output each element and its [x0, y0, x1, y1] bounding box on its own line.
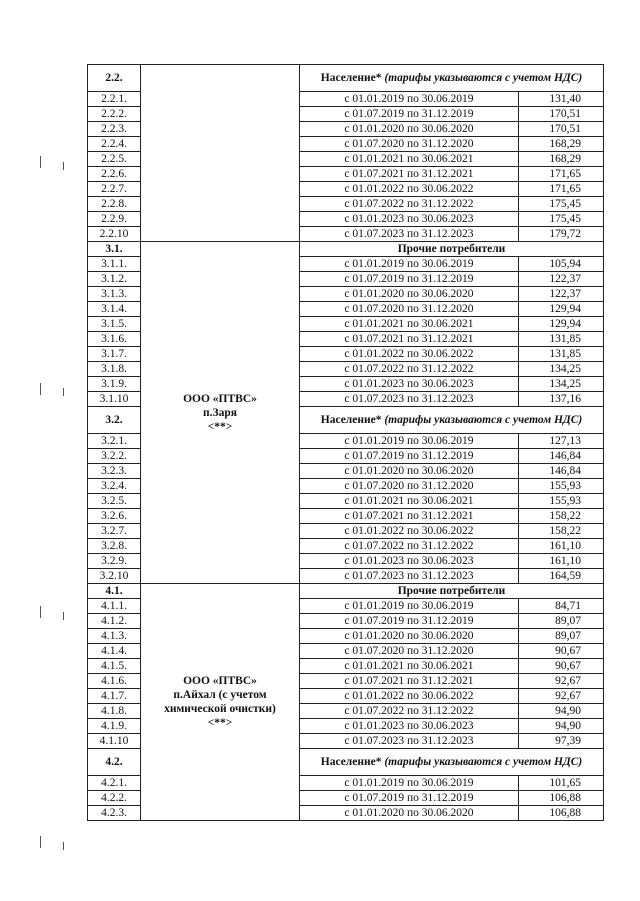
- row-code: 3.2.5.: [88, 494, 141, 509]
- row-tariff-value: 101,65: [519, 776, 604, 791]
- section-code: 3.2.: [88, 407, 141, 434]
- row-period: с 01.01.2021 по 30.06.2021: [300, 152, 519, 167]
- row-tariff-value: 94,90: [519, 719, 604, 734]
- row-tariff-value: 161,10: [519, 539, 604, 554]
- row-tariff-value: 146,84: [519, 449, 604, 464]
- row-code: 2.2.7.: [88, 182, 141, 197]
- row-code: 2.2.2.: [88, 107, 141, 122]
- row-code: 4.1.1.: [88, 599, 141, 614]
- row-tariff-value: 106,88: [519, 791, 604, 806]
- organization-name: ООО «ПТВС»: [183, 675, 257, 687]
- margin-mark-1: [40, 156, 41, 168]
- row-tariff-value: 155,93: [519, 494, 604, 509]
- row-code: 2.2.1.: [88, 92, 141, 107]
- row-period: с 01.07.2022 по 31.12.2022: [300, 704, 519, 719]
- row-period: с 01.07.2021 по 31.12.2021: [300, 509, 519, 524]
- category-note: (тарифы указываются с учетом НДС): [384, 413, 583, 426]
- row-tariff-value: 92,67: [519, 674, 604, 689]
- row-code: 3.2.6.: [88, 509, 141, 524]
- row-code: 3.2.10: [88, 569, 141, 584]
- row-tariff-value: 134,25: [519, 362, 604, 377]
- row-tariff-value: 105,94: [519, 257, 604, 272]
- row-code: 4.1.7.: [88, 689, 141, 704]
- row-tariff-value: 131,85: [519, 347, 604, 362]
- row-tariff-value: 129,94: [519, 317, 604, 332]
- row-tariff-value: 122,37: [519, 287, 604, 302]
- row-code: 2.2.9.: [88, 212, 141, 227]
- margin-mark-8: [63, 842, 64, 850]
- row-period: с 01.01.2020 по 30.06.2020: [300, 122, 519, 137]
- row-period: с 01.07.2019 по 31.12.2019: [300, 791, 519, 806]
- row-period: с 01.07.2022 по 31.12.2022: [300, 197, 519, 212]
- tariff-table-body: [88, 65, 604, 821]
- row-tariff-value: 168,29: [519, 152, 604, 167]
- row-code: 2.2.10: [88, 227, 141, 242]
- row-period: с 01.01.2022 по 30.06.2022: [300, 524, 519, 539]
- category-name: Население*: [320, 755, 382, 768]
- row-tariff-value: 161,10: [519, 554, 604, 569]
- row-code: 3.1.2.: [88, 272, 141, 287]
- row-tariff-value: 158,22: [519, 509, 604, 524]
- row-tariff-value: 171,65: [519, 182, 604, 197]
- row-tariff-value: 155,93: [519, 479, 604, 494]
- section-code: 4.1.: [88, 584, 141, 599]
- row-period: с 01.07.2021 по 31.12.2021: [300, 674, 519, 689]
- row-code: 4.1.4.: [88, 644, 141, 659]
- row-period: с 01.01.2021 по 30.06.2021: [300, 494, 519, 509]
- category-name: Население*: [320, 71, 382, 84]
- consumer-category-title: [300, 749, 604, 776]
- category-name: Прочие потребители: [397, 584, 506, 597]
- organization-cell: [141, 65, 300, 242]
- row-period: с 01.01.2023 по 30.06.2023: [300, 719, 519, 734]
- row-tariff-value: 122,37: [519, 272, 604, 287]
- row-code: 3.1.1.: [88, 257, 141, 272]
- row-code: 3.2.9.: [88, 554, 141, 569]
- row-tariff-value: 175,45: [519, 197, 604, 212]
- row-code: 3.2.7.: [88, 524, 141, 539]
- row-tariff-value: 175,45: [519, 212, 604, 227]
- row-code: 4.1.8.: [88, 704, 141, 719]
- row-code: 3.1.6.: [88, 332, 141, 347]
- organization-detail: <**>: [207, 717, 233, 729]
- row-period: с 01.01.2022 по 30.06.2022: [300, 182, 519, 197]
- row-period: с 01.07.2019 по 31.12.2019: [300, 614, 519, 629]
- margin-mark-4: [63, 388, 64, 396]
- row-period: с 01.07.2019 по 31.12.2019: [300, 272, 519, 287]
- row-period: с 01.01.2019 по 30.06.2019: [300, 599, 519, 614]
- row-period: с 01.01.2022 по 30.06.2022: [300, 689, 519, 704]
- row-code: 3.1.4.: [88, 302, 141, 317]
- margin-mark-3: [40, 383, 41, 395]
- row-code: 2.2.3.: [88, 122, 141, 137]
- row-code: 2.2.8.: [88, 197, 141, 212]
- section-code: 4.2.: [88, 749, 141, 776]
- row-period: с 01.07.2023 по 31.12.2023: [300, 392, 519, 407]
- row-code: 3.1.10: [88, 392, 141, 407]
- row-code: 4.2.2.: [88, 791, 141, 806]
- row-tariff-value: 106,88: [519, 806, 604, 821]
- row-code: 2.2.6.: [88, 167, 141, 182]
- organization-detail: <**>: [207, 420, 233, 433]
- organization-cell: [141, 584, 300, 821]
- row-code: 4.2.1.: [88, 776, 141, 791]
- row-code: 3.2.1.: [88, 434, 141, 449]
- organization-cell: [141, 242, 300, 584]
- organization-detail: п.Заря: [203, 406, 237, 419]
- row-tariff-value: 164,59: [519, 569, 604, 584]
- category-note: (тарифы указываются с учетом НДС): [384, 71, 583, 84]
- margin-mark-5: [40, 606, 41, 618]
- row-tariff-value: 92,67: [519, 689, 604, 704]
- row-period: с 01.01.2021 по 30.06.2021: [300, 317, 519, 332]
- row-code: 3.2.3.: [88, 464, 141, 479]
- organization-detail: химической очистки): [164, 703, 276, 715]
- row-tariff-value: 179,72: [519, 227, 604, 242]
- row-code: 3.1.9.: [88, 377, 141, 392]
- row-code: 4.1.10: [88, 734, 141, 749]
- row-period: с 01.01.2020 по 30.06.2020: [300, 629, 519, 644]
- row-period: с 01.07.2020 по 31.12.2020: [300, 137, 519, 152]
- row-tariff-value: 131,40: [519, 92, 604, 107]
- row-period: с 01.07.2023 по 31.12.2023: [300, 569, 519, 584]
- section-header-row: [88, 242, 604, 257]
- row-period: с 01.07.2021 по 31.12.2021: [300, 167, 519, 182]
- margin-mark-6: [63, 612, 64, 620]
- row-code: 3.1.8.: [88, 362, 141, 377]
- row-tariff-value: 146,84: [519, 464, 604, 479]
- row-code: 3.1.5.: [88, 317, 141, 332]
- row-tariff-value: 90,67: [519, 644, 604, 659]
- row-code: 3.2.8.: [88, 539, 141, 554]
- row-period: с 01.07.2022 по 31.12.2022: [300, 539, 519, 554]
- row-tariff-value: 90,67: [519, 659, 604, 674]
- row-code: 4.2.3.: [88, 806, 141, 821]
- organization-detail: п.Айхал (с учетом: [173, 689, 267, 701]
- row-code: 3.2.4.: [88, 479, 141, 494]
- row-period: с 01.07.2020 по 31.12.2020: [300, 479, 519, 494]
- row-tariff-value: 171,65: [519, 167, 604, 182]
- row-tariff-value: 158,22: [519, 524, 604, 539]
- row-tariff-value: 97,39: [519, 734, 604, 749]
- row-code: 3.2.2.: [88, 449, 141, 464]
- section-header-row: [88, 65, 604, 92]
- consumer-category-title: [300, 242, 604, 257]
- row-period: с 01.07.2023 по 31.12.2023: [300, 734, 519, 749]
- row-period: с 01.01.2019 по 30.06.2019: [300, 257, 519, 272]
- row-code: 3.1.3.: [88, 287, 141, 302]
- row-period: с 01.07.2020 по 31.12.2020: [300, 302, 519, 317]
- row-period: с 01.01.2020 по 30.06.2020: [300, 464, 519, 479]
- row-tariff-value: 94,90: [519, 704, 604, 719]
- consumer-category-title: [300, 65, 604, 92]
- row-tariff-value: 129,94: [519, 302, 604, 317]
- row-tariff-value: 131,85: [519, 332, 604, 347]
- section-code: 2.2.: [88, 65, 141, 92]
- row-tariff-value: 89,07: [519, 629, 604, 644]
- organization-name: ООО «ПТВС»: [183, 392, 257, 405]
- category-note: (тарифы указываются с учетом НДС): [384, 755, 583, 768]
- category-name: Население*: [320, 413, 382, 426]
- row-tariff-value: 127,13: [519, 434, 604, 449]
- row-code: 4.1.3.: [88, 629, 141, 644]
- row-tariff-value: 168,29: [519, 137, 604, 152]
- row-period: с 01.07.2023 по 31.12.2023: [300, 227, 519, 242]
- row-period: с 01.01.2020 по 30.06.2020: [300, 287, 519, 302]
- row-tariff-value: 84,71: [519, 599, 604, 614]
- row-tariff-value: 89,07: [519, 614, 604, 629]
- row-code: 2.2.5.: [88, 152, 141, 167]
- row-period: с 01.01.2023 по 30.06.2023: [300, 377, 519, 392]
- row-tariff-value: 137,16: [519, 392, 604, 407]
- row-code: 4.1.9.: [88, 719, 141, 734]
- row-code: 4.1.5.: [88, 659, 141, 674]
- row-tariff-value: 170,51: [519, 107, 604, 122]
- row-period: с 01.07.2022 по 31.12.2022: [300, 362, 519, 377]
- section-header-row: [88, 584, 604, 599]
- row-period: с 01.01.2021 по 30.06.2021: [300, 659, 519, 674]
- section-code: 3.1.: [88, 242, 141, 257]
- row-period: с 01.01.2019 по 30.06.2019: [300, 92, 519, 107]
- row-period: с 01.07.2020 по 31.12.2020: [300, 644, 519, 659]
- row-period: с 01.01.2023 по 30.06.2023: [300, 554, 519, 569]
- row-code: 4.1.2.: [88, 614, 141, 629]
- row-period: с 01.07.2021 по 31.12.2021: [300, 332, 519, 347]
- margin-mark-7: [40, 836, 41, 848]
- row-period: с 01.01.2019 по 30.06.2019: [300, 434, 519, 449]
- row-tariff-value: 134,25: [519, 377, 604, 392]
- tariff-table: [87, 64, 604, 821]
- row-period: с 01.01.2023 по 30.06.2023: [300, 212, 519, 227]
- row-period: с 01.01.2020 по 30.06.2020: [300, 806, 519, 821]
- row-period: с 01.01.2022 по 30.06.2022: [300, 347, 519, 362]
- row-period: с 01.07.2019 по 31.12.2019: [300, 107, 519, 122]
- row-code: 3.1.7.: [88, 347, 141, 362]
- category-name: Прочие потребители: [397, 242, 506, 255]
- row-code: 4.1.6.: [88, 674, 141, 689]
- row-period: с 01.01.2019 по 30.06.2019: [300, 776, 519, 791]
- row-period: с 01.07.2019 по 31.12.2019: [300, 449, 519, 464]
- consumer-category-title: [300, 584, 604, 599]
- row-tariff-value: 170,51: [519, 122, 604, 137]
- margin-mark-2: [63, 162, 64, 170]
- row-code: 2.2.4.: [88, 137, 141, 152]
- consumer-category-title: [300, 407, 604, 434]
